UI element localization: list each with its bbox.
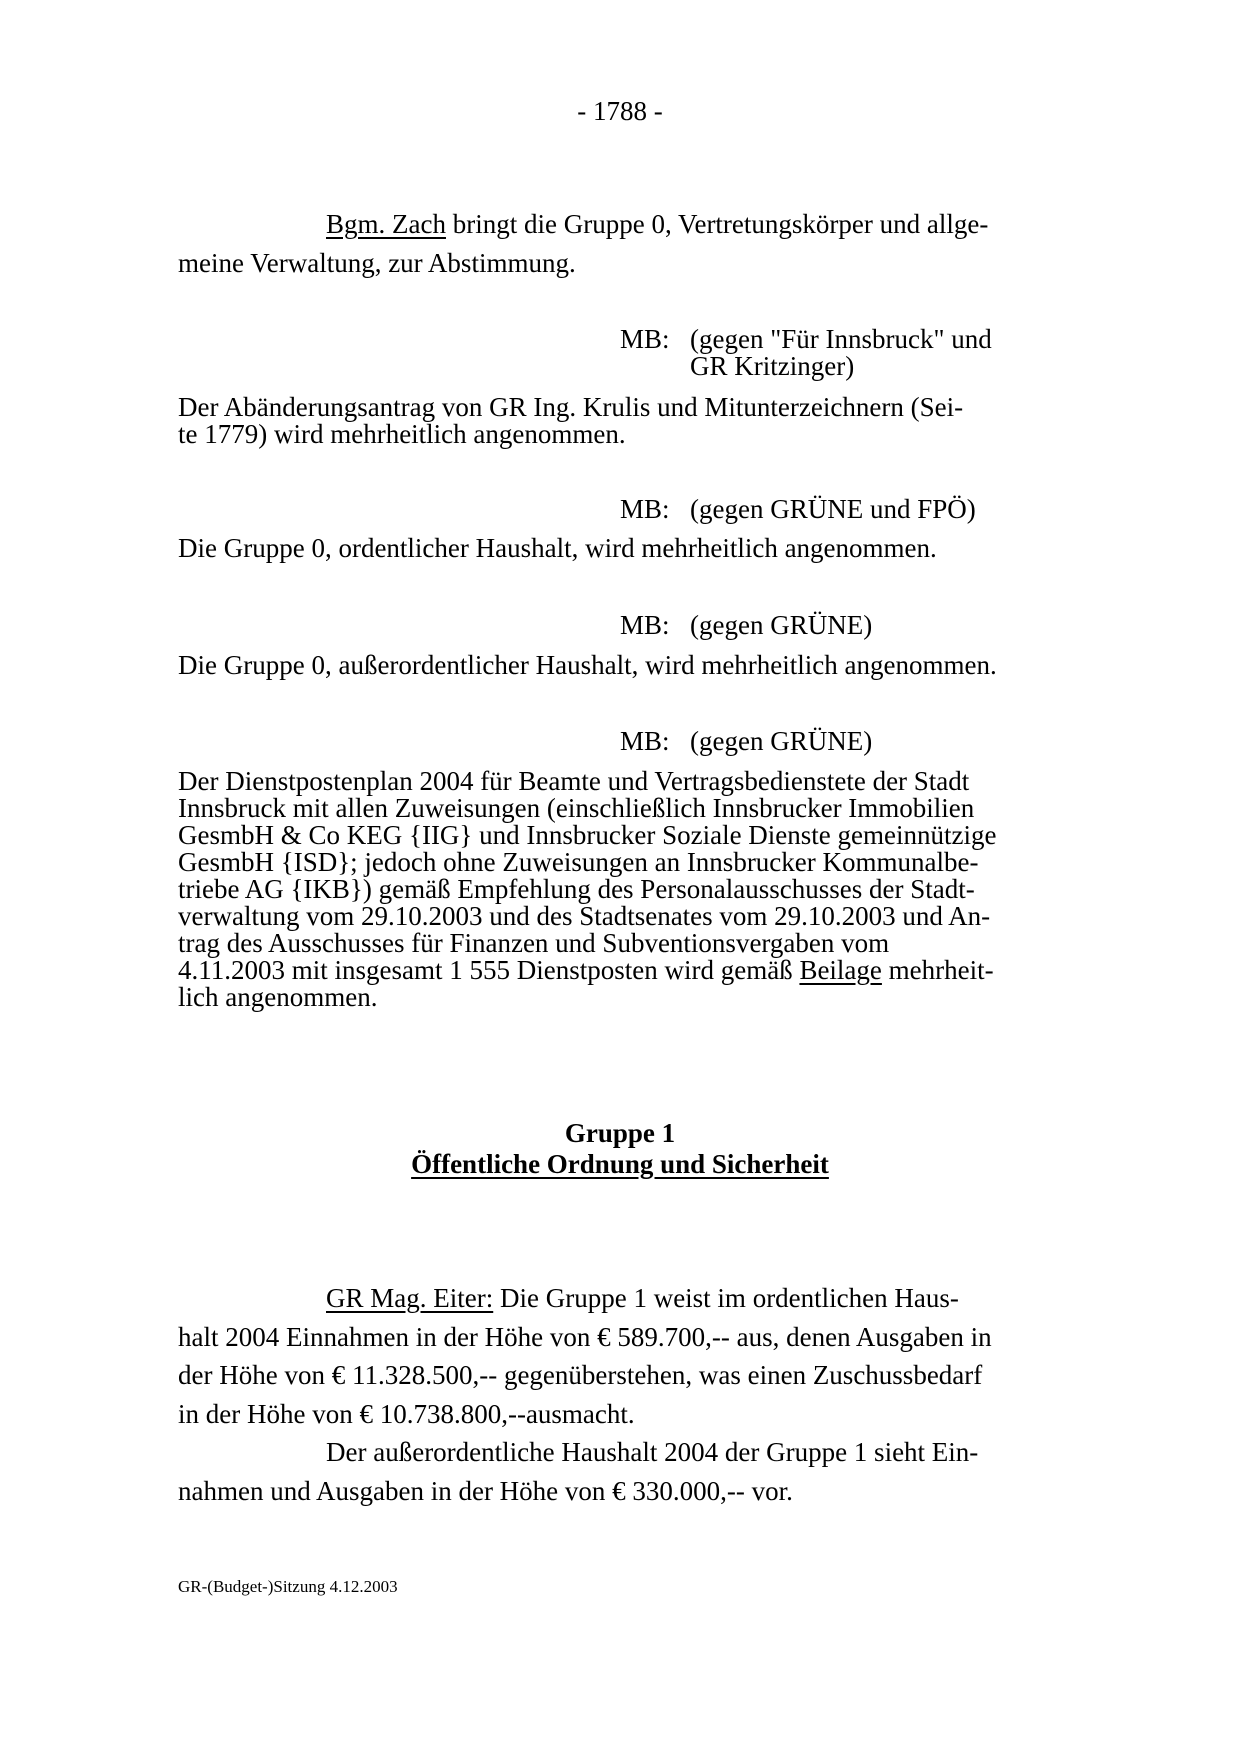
majority-vote-note: MB: (gegen GRÜNE) <box>620 610 873 640</box>
page-number: - 1788 - <box>577 96 663 126</box>
section-heading <box>0 1118 1240 1180</box>
paragraph-group1-extraordinary: Der außerordentliche Haushalt 2004 der Gruppe 1 sieht Ein- nahmen und Ausgaben in der Höhe von € 330.000,-- vor. <box>178 1437 979 1506</box>
paragraph-ordinary-budget: Die Gruppe 0, ordentlicher Haushalt, wird mehrheitlich angenommen. <box>178 533 937 563</box>
paragraph-group1-report: GR Mag. Eiter: Die Gruppe 1 weist im ordentlichen Haus- halt 2004 Einnahmen in der Höhe von € 589.700,-- aus, denen Ausgaben in der Höhe von € 11.328.500,-- gegenüberstehen, was einen Zuschussbedarf in der Höhe von € 10.738.800,--ausmacht. <box>178 1283 992 1429</box>
paragraph-amendment: Der Abänderungsantrag von GR Ing. Krulis und Mitunterzeichnern (Sei- te 1779) wird mehrheitlich angenommen. <box>178 392 964 449</box>
section-subtitle: Öffentliche Ordnung und Sicherheit <box>411 1149 829 1179</box>
section-title: Gruppe 1 <box>564 1118 676 1148</box>
attachment-reference: Beilage <box>799 955 882 985</box>
majority-vote-note: MB: (gegen GRÜNE und FPÖ) <box>620 494 976 524</box>
majority-vote-note: MB: (gegen GRÜNE) <box>620 726 873 756</box>
paragraph-extraordinary-budget: Die Gruppe 0, außerordentlicher Haushalt, wird mehrheitlich angenommen. <box>178 650 997 680</box>
speaker-name: GR Mag. Eiter: <box>326 1283 494 1313</box>
paragraph-vote-intro: Bgm. Zach bringt die Gruppe 0, Vertretungskörper und allge- meine Verwaltung, zur Abstimmung. <box>178 209 989 278</box>
speaker-name: Bgm. Zach <box>326 209 446 239</box>
paragraph-staff-plan: Der Dienstpostenplan 2004 für Beamte und Vertragsbedienstete der Stadt Innsbruck mit allen Zuweisungen (einschließlich Innsbrucker Immobilien GesmbH & Co KEG {IIG} und Innsbrucker Soziale Dienste gemeinnützige GesmbH {ISD}; jedoch ohne Zuweisungen an Innsbrucker Kommunalbe- triebe AG {IKB}) gemäß Empfehlung des Personalausschusses der Stadt- verwaltung vom 29.10.2003 und des Stadtsenates vom 29.10.2003 und An- trag des Ausschusses für Finanzen und Subventionsvergaben vom 4.11.2003 mit insgesamt 1 555 Dienstposten wird gemäß Beilage mehrheit- lich angenommen. <box>178 766 997 1012</box>
page-footer: GR-(Budget-)Sitzung 4.12.2003 <box>178 1577 398 1596</box>
majority-vote-note: MB: (gegen "Für Innsbruck" und GR Kritzinger) <box>620 324 992 381</box>
